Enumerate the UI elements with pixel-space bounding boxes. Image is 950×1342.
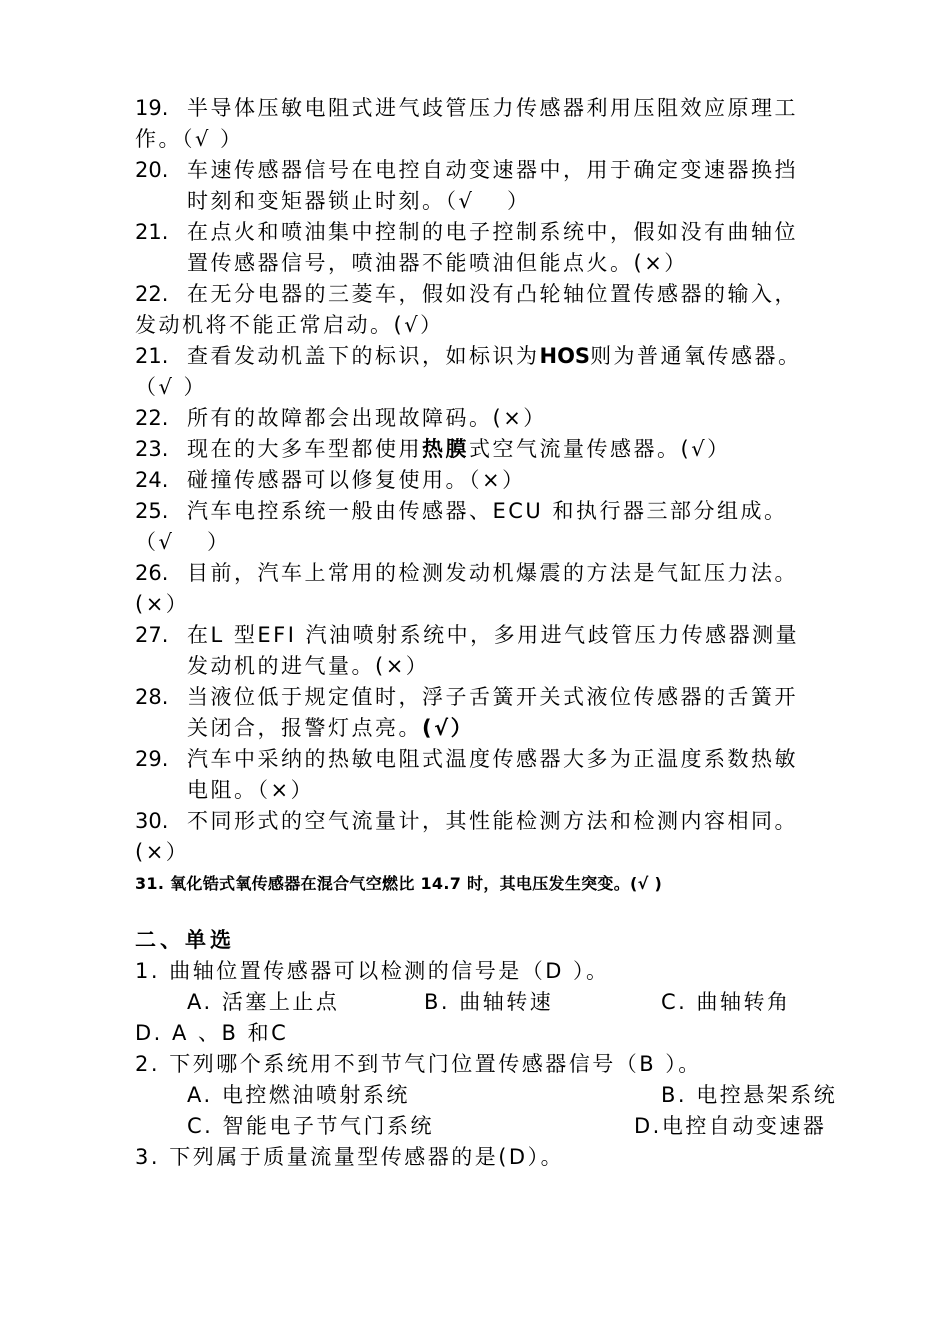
- tf-item-22-cont: 发动机将不能正常启动。(√）: [135, 313, 444, 337]
- item-number: 27.: [135, 623, 169, 647]
- tf-item-27-cont: 发动机的进气量。(×）: [187, 654, 430, 678]
- item-number: 24.: [135, 468, 169, 492]
- item-text: 车速传感器信号在电控自动变速器中，用于确定变速器换挡: [187, 158, 798, 182]
- tf-item-21b: [135, 341, 875, 372]
- mc-question-2-stem: 2. 下列哪个系统用不到节气门位置传感器信号（B ）。: [135, 1052, 702, 1076]
- mc-question-1-option-c: C. 曲轴转角: [661, 990, 791, 1014]
- tf-item-20: [135, 155, 875, 186]
- tf-item-23: [135, 434, 875, 465]
- item-number: 19.: [135, 96, 169, 120]
- mc-question-2-option-c: C. 智能电子节气门系统: [187, 1114, 435, 1138]
- item-text: 在无分电器的三菱车，假如没有凸轮轴位置传感器的输入，: [187, 282, 798, 306]
- tf-item-21: [135, 217, 875, 248]
- mc-question-1-stem: 1. 曲轴位置传感器可以检测的信号是（D ）。: [135, 959, 610, 983]
- tf-item-30-cont: (×）: [135, 840, 190, 864]
- mc-question-1-option-d: D. A 、B 和C: [135, 1021, 289, 1045]
- item-text: 当液位低于规定值时，浮子舌簧开关式液位传感器的舌簧开: [187, 685, 798, 709]
- tf-item-29-cont: 电阻。（×）: [187, 778, 315, 802]
- tf-item-21-cont: 置传感器信号，喷油器不能喷油但能点火。(×）: [187, 251, 688, 275]
- tf-item-29: [135, 744, 875, 775]
- item-number: 21.: [135, 344, 169, 368]
- item-text: 汽车电控系统一般由传感器、ECU 和执行器三部分组成。: [187, 499, 788, 523]
- tf-item-22b: [135, 403, 875, 434]
- item-text-pre: 查看发动机盖下的标识，如标识为: [187, 344, 540, 368]
- tf-item-20-cont: 时刻和变矩器锁止时刻。（√ ）: [187, 189, 531, 213]
- item-number: 29.: [135, 747, 169, 771]
- tf-item-25: [135, 496, 875, 527]
- tf-item-27: [135, 620, 875, 651]
- item-number: 21.: [135, 220, 169, 244]
- mc-question-2-option-a: A. 电控燃油喷射系统: [187, 1083, 410, 1107]
- item-text: 碰撞传感器可以修复使用。（×）: [187, 468, 526, 492]
- mc-question-3-stem: 3. 下列属于质量流量型传感器的是(D）。: [135, 1145, 565, 1169]
- item-text: 在L 型EFI 汽油喷射系统中，多用进气歧管压力传感器测量: [187, 623, 800, 647]
- item-text: 半导体压敏电阻式进气歧管压力传感器利用压阻效应原理工: [187, 96, 798, 120]
- mc-question-2-option-d: D.电控自动变速器: [634, 1114, 827, 1138]
- item-number: 20.: [135, 158, 169, 182]
- mc-question-1-option-a: A. 活塞上止点: [187, 990, 340, 1014]
- tf-item-31: 31. 氧化锆式氧传感器在混合气空燃比 14.7 时，其电压发生突变。(√ ): [135, 874, 663, 893]
- section-heading-single-choice: 二、单选: [135, 928, 235, 952]
- tf-item-28-cont: [187, 713, 927, 744]
- tf-item-26-cont: (×）: [135, 592, 190, 616]
- item-number: 25.: [135, 499, 169, 523]
- tf-item-26: [135, 558, 875, 589]
- item-text-bold: 热膜: [422, 437, 469, 461]
- item-answer-bold: (√）: [422, 716, 475, 740]
- item-number: 28.: [135, 685, 169, 709]
- tf-item-30: [135, 806, 875, 837]
- item-text: 汽车中采纳的热敏电阻式温度传感器大多为正温度系数热敏: [187, 747, 798, 771]
- item-number: 22.: [135, 406, 169, 430]
- tf-item-28: [135, 682, 875, 713]
- tf-item-24: [135, 465, 875, 496]
- item-text: 所有的故障都会出现故障码。(×）: [187, 406, 547, 430]
- mc-question-2-option-b: B. 电控悬架系统: [661, 1083, 838, 1107]
- item-text: 目前，汽车上常用的检测发动机爆震的方法是气缸压力法。: [187, 561, 798, 585]
- item-number: 23.: [135, 437, 169, 461]
- item-text-pre: 关闭合，报警灯点亮。: [187, 716, 422, 740]
- tf-item-22: [135, 279, 875, 310]
- item-number: 30.: [135, 809, 169, 833]
- item-number: 26.: [135, 561, 169, 585]
- item-text: 不同形式的空气流量计，其性能检测方法和检测内容相同。: [187, 809, 798, 833]
- item-text-bold: HOS: [539, 344, 591, 368]
- item-text-pre: 现在的大多车型都使用: [187, 437, 422, 461]
- tf-item-25-cont: （√ ）: [135, 530, 231, 554]
- item-text: 在点火和喷油集中控制的电子控制系统中，假如没有曲轴位: [187, 220, 798, 244]
- mc-question-1-option-b: B. 曲轴转速: [424, 990, 554, 1014]
- item-text-post: 式空气流量传感器。(√）: [469, 437, 731, 461]
- item-number: 22.: [135, 282, 169, 306]
- tf-item-19: [135, 93, 875, 124]
- tf-item-21b-cont: （√ ）: [135, 375, 208, 399]
- tf-item-19-cont: 作。（√ ）: [135, 127, 244, 151]
- item-text-post: 则为普通氧传感器。: [590, 344, 802, 368]
